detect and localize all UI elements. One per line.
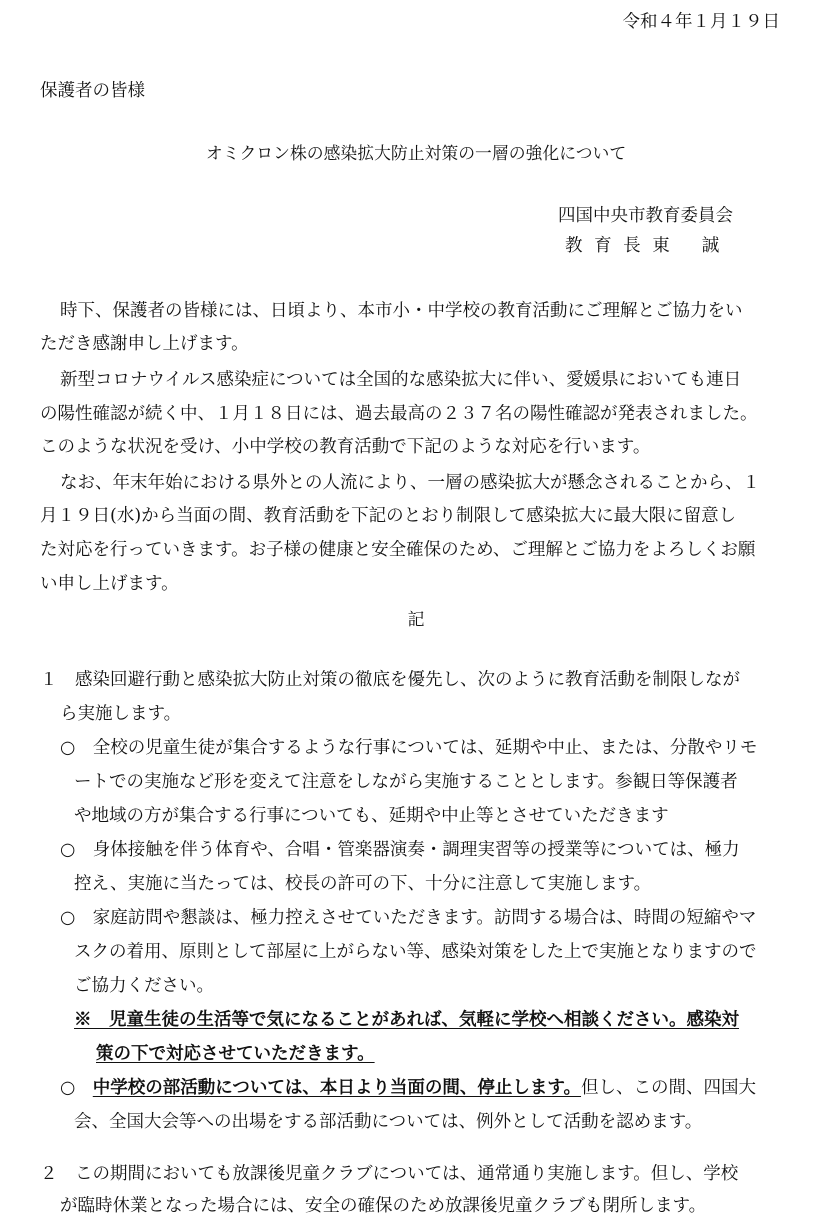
intro-line: 月１９日(水)から当面の間、教育活動を下記のとおり制限して感染拡大に最大限に留意し (40, 506, 737, 526)
intro-line: 新型コロナウイルス感染症については全国的な感染拡大に伴い、愛媛県においても連日 (60, 370, 742, 390)
issuer-name: 教 育 長 東 誠 (565, 236, 723, 256)
item-1-bullet-line: ートでの実施など形を変えて注意をしながら実施することとします。参観日等保護者 (74, 772, 738, 792)
consultation-note: ※ 児童生徒の生活等で気になることがあれば、気軽に学校へ相談ください。感染対 (74, 1010, 739, 1030)
item-1-line: ら実施します。 (60, 704, 182, 724)
item-1-bullet-line: スクの着用、原則として部屋に上がらない等、感染対策をした上で実施となりますので (74, 942, 757, 962)
intro-line: た対応を行っていきます。お子様の健康と安全確保のため、ご理解とご協力をよろしくお願 (40, 540, 756, 560)
addressee: 保護者の皆様 (40, 81, 145, 101)
intro-line: の陽性確認が続く中、１月１８日には、過去最高の２３７名の陽性確認が発表されました。 (40, 404, 758, 424)
item-1-bullet-line: ○ 身体接触を伴う体育や、合唱・管楽器演奏・調理実習等の授業等については、極力 (60, 840, 740, 860)
item-1-line: １ 感染回避行動と感染拡大防止対策の徹底を優先し、次のように教育活動を制限しなが (40, 670, 740, 690)
item-1-bullet-line: ご協力ください。 (74, 976, 214, 996)
intro-line: ただき感謝申し上げます。 (40, 334, 249, 354)
issuer-organization: 四国中央市教育委員会 (558, 206, 733, 226)
item-1-bullet-line: や地域の方が集合する行事についても、延期や中止等とさせていただきます (74, 806, 669, 826)
item-1-bullet-line: 控え、実施に当たっては、校長の許可の下、十分に注意して実施します。 (74, 874, 652, 894)
club-activity-line (60, 1074, 756, 1099)
club-exception-text: 但し、この間、四国大 (581, 1078, 757, 1098)
document-date: 令和４年１月１９日 (622, 12, 780, 32)
item-2-line: が臨時休業となった場合には、安全の確保のため放課後児童クラブも閉所します。 (60, 1196, 707, 1216)
item-1-bullet-line: 会、全国大会等への出場をする部活動については、例外として活動を認めます。 (74, 1112, 703, 1132)
intro-line: このような状況を受け、小中学校の教育活動で下記のような対応を行います。 (40, 437, 651, 457)
intro-line: い申し上げます。 (40, 574, 179, 594)
document-title: オミクロン株の感染拡大防止対策の一層の強化について (205, 143, 627, 163)
item-1-bullet-line: ○ 全校の児童生徒が集合するような行事については、延期や中止、または、分散やリモ (60, 738, 758, 758)
item-2-line: ２ この期間においても放課後児童クラブについては、通常通り実施します。但し、学校 (40, 1164, 739, 1184)
intro-line: なお、年末年始における県外との人流により、一層の感染拡大が懸念されることから、１ (60, 473, 760, 493)
club-suspension-notice: 中学校の部活動については、本日より当面の間、停止します。 (92, 1078, 582, 1098)
ki-heading: 記 (407, 609, 425, 629)
bullet-mark: ○ (60, 1078, 93, 1098)
consultation-note: 策の下で対応させていただきます。 (96, 1044, 375, 1064)
intro-line: 時下、保護者の皆様には、日頃より、本市小・中学校の教育活動にご理解とご協力をい (60, 301, 743, 321)
item-1-bullet-line: ○ 家庭訪問や懇談は、極力控えさせていただきます。訪問する場合は、時間の短縮やマ (60, 908, 757, 928)
